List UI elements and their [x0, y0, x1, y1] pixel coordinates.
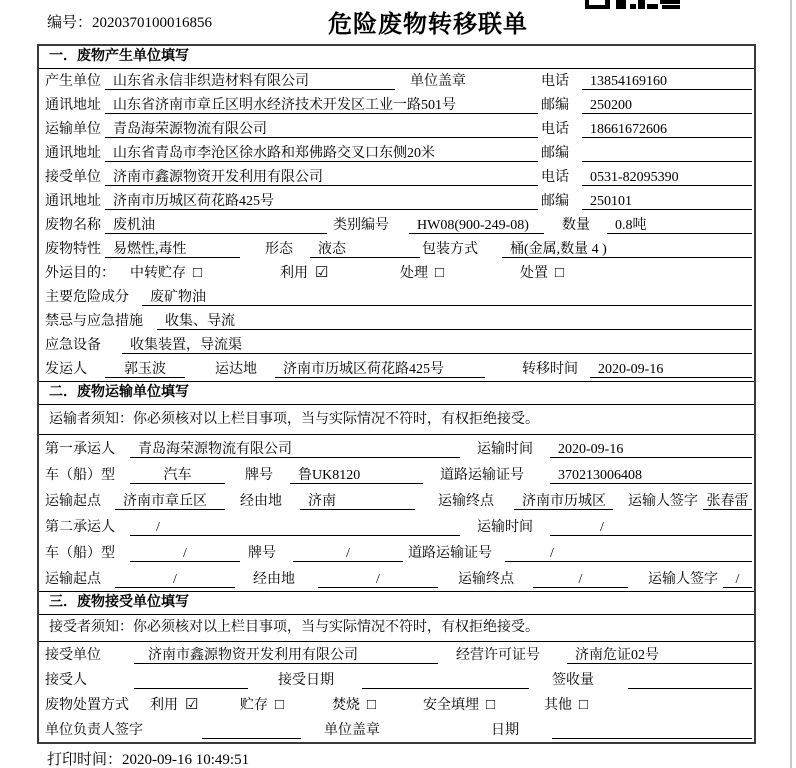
second-carrier-row [39, 513, 754, 539]
phone-label: 电话 [541, 122, 569, 137]
destination-value: 济南市历城区荷花路425号 [275, 361, 485, 378]
option-label: 利用 [150, 698, 178, 713]
form-number-label: 编号： [47, 15, 93, 31]
receiver-person-value [134, 672, 248, 689]
road-permit-label: 道路运输证号 [408, 546, 492, 561]
checkbox-unchecked-icon: □ [555, 265, 565, 281]
form-number [47, 11, 212, 32]
producer-row [39, 69, 754, 93]
option-label: 处理 [400, 266, 428, 281]
dispatcher-value: 郭玉波 [105, 361, 185, 378]
route-via-value: / [318, 571, 438, 588]
transfer-time-label: 转移时间 [522, 362, 578, 377]
disposal-option-landfill [423, 694, 495, 714]
plate-value: / [293, 545, 403, 562]
unit-seal-label: 单位盖章 [410, 74, 466, 89]
plate-label: 牌号 [245, 468, 273, 483]
form-state-label: 形态 [265, 242, 293, 257]
route-row-2 [39, 565, 754, 591]
category-label: 类别编号 [333, 218, 389, 233]
quantity-value: 0.8吨 [607, 217, 752, 234]
vehicle-type-value: / [130, 545, 240, 562]
carrier-sign-label: 运输人签字 [628, 494, 698, 509]
receiver-address-value: 济南市历城区荷花路425号 [105, 193, 538, 210]
disposal-method-row [39, 692, 754, 717]
hazard-row [39, 285, 754, 309]
address-label: 通讯地址 [45, 194, 101, 209]
zip-label: 邮编 [541, 146, 569, 161]
date-label: 日期 [491, 723, 519, 738]
plate-label: 牌号 [248, 546, 276, 561]
transporter-notice: 运输者须知：你必须核对以上栏目事项，当与实际情况不符时，有权拒绝接受。 [39, 405, 754, 435]
phone-label: 电话 [541, 170, 569, 185]
checkbox-unchecked-icon: □ [486, 697, 496, 713]
disposal-option-incinerate [332, 694, 376, 714]
transfer-time-value: 2020-09-16 [590, 361, 752, 378]
form-state-value: 液态 [310, 241, 420, 258]
option-label: 其他 [544, 698, 572, 713]
receiving-unit-label: 接受单位 [45, 648, 101, 663]
route-end-label: 运输终点 [458, 572, 514, 587]
hazard-label: 主要危险成分 [45, 290, 129, 305]
receiver-row [39, 165, 754, 189]
responsible-sign-label: 单位负责人签字 [45, 723, 143, 738]
transporter-address-value: 山东省青岛市李沧区徐水路和郑佛路交叉口东侧20米 [105, 145, 538, 162]
receiver-person-label: 接受人 [45, 673, 87, 688]
receive-date-value [362, 672, 529, 689]
vehicle-type-value: 汽车 [130, 467, 225, 484]
carrier-sign-value: / [723, 571, 752, 588]
vehicle-type-label: 车（船）型 [45, 468, 115, 483]
producer-value: 山东省永信非织造材料有限公司 [105, 73, 395, 90]
vehicle-row-2 [39, 539, 754, 565]
emergency-equipment-label: 应急设备 [45, 338, 101, 353]
checkbox-unchecked-icon: □ [435, 265, 445, 281]
receiver-person-row [39, 667, 754, 692]
receiver-label: 接受单位 [45, 170, 101, 185]
receiver-phone-value: 0531-82095390 [582, 169, 752, 186]
dispatcher-label: 发运人 [45, 362, 87, 377]
dispatch-row [39, 357, 754, 381]
option-label: 中转贮存 [130, 266, 186, 281]
receiving-unit-value: 济南市鑫源物资开发利用有限公司 [134, 647, 438, 664]
emergency-equipment-row [39, 333, 754, 357]
first-carrier-value: 青岛海荣源物流有限公司 [130, 441, 460, 458]
route-start-value: 济南市章丘区 [115, 493, 225, 510]
category-value: HW08(900-249-08) [409, 217, 544, 234]
route-start-label: 运输起点 [45, 572, 101, 587]
destination-label: 运达地 [215, 362, 257, 377]
producer-address-row [39, 93, 754, 117]
purpose-row [39, 261, 754, 285]
receiver-notice: 接受者须知：你必须核对以上栏目事项，当与实际情况不符时，有权拒绝接受。 [39, 615, 754, 642]
purpose-label: 外运目的： [45, 266, 115, 281]
route-end-label: 运输终点 [438, 494, 494, 509]
responsible-sign-row [39, 717, 754, 742]
receiving-unit-row [39, 642, 754, 667]
carrier-sign-label: 运输人签字 [648, 572, 718, 587]
producer-zip-value: 250200 [582, 97, 752, 114]
transporter-address-row [39, 141, 754, 165]
transporter-phone-value: 18661672606 [582, 121, 752, 138]
option-label: 贮存 [240, 698, 268, 713]
receiver-zip-value: 250101 [582, 193, 752, 210]
waste-traits-row [39, 237, 754, 261]
checkbox-unchecked-icon: □ [579, 697, 589, 713]
producer-address-value: 山东省济南市章丘区明水经济技术开发区工业一路501号 [105, 97, 538, 114]
first-carrier-row [39, 435, 754, 461]
page-right-edge [790, 0, 792, 768]
hazard-value: 废矿物油 [142, 289, 752, 306]
vehicle-row-1 [39, 461, 754, 487]
zip-label: 邮编 [541, 98, 569, 113]
transport-time-label: 运输时间 [477, 520, 533, 535]
road-permit-value: 370213006408 [550, 467, 752, 484]
transporter-label: 运输单位 [45, 122, 101, 137]
carrier-sign-value: 张春雷 [703, 493, 752, 510]
option-label: 利用 [280, 266, 308, 281]
disposal-method-label: 废物处置方式 [45, 698, 129, 713]
license-value: 济南危证02号 [567, 647, 752, 664]
vehicle-type-label: 车（船）型 [45, 546, 115, 561]
packing-label: 包装方式 [422, 242, 478, 257]
purpose-option-utilize [280, 262, 328, 282]
traits-label: 废物特性 [45, 242, 101, 257]
checkbox-unchecked-icon: □ [367, 697, 377, 713]
phone-label: 电话 [541, 74, 569, 89]
route-via-label: 经由地 [253, 572, 295, 587]
purpose-option-transfer [130, 262, 202, 282]
print-time-value: 2020-09-16 10:49:51 [122, 752, 250, 768]
transport-time-value: / [550, 519, 752, 536]
option-label: 处置 [520, 266, 548, 281]
license-label: 经营许可证号 [456, 648, 540, 663]
address-label: 通讯地址 [45, 146, 101, 161]
section1-title: 一．废物产生单位填写 [39, 46, 754, 69]
checkbox-checked-icon: ☑ [315, 265, 329, 281]
second-carrier-label: 第二承运人 [45, 520, 115, 535]
received-amount-label: 签收量 [552, 673, 594, 688]
form-number-value: 2020370100016856 [92, 15, 213, 31]
transport-time-label: 运输时间 [477, 442, 533, 457]
receiver-value: 济南市鑫源物资开发利用有限公司 [105, 169, 538, 186]
transporter-value: 青岛海荣源物流有限公司 [105, 121, 538, 138]
disposal-option-other [544, 694, 588, 714]
partial-qr-code-icon [585, 0, 685, 11]
receiver-address-row [39, 189, 754, 213]
disposal-option-store [240, 694, 284, 714]
waste-name-label: 废物名称 [45, 218, 101, 233]
transporter-row [39, 117, 754, 141]
transporter-zip-value [582, 145, 752, 162]
emergency-measures-value: 收集、导流 [157, 313, 752, 330]
plate-value: 鲁UK8120 [290, 467, 423, 484]
traits-value: 易燃性,毒性 [105, 241, 240, 258]
road-permit-value: / [505, 545, 752, 562]
checkbox-unchecked-icon: □ [193, 265, 203, 281]
packing-value: 桶(金属,数量 4 ) [502, 241, 752, 258]
producer-phone-value: 13854169160 [582, 73, 752, 90]
route-end-value: / [533, 571, 628, 588]
route-start-label: 运输起点 [45, 494, 101, 509]
option-label: 焚烧 [332, 698, 360, 713]
print-time [47, 748, 249, 768]
route-via-label: 经由地 [240, 494, 282, 509]
emergency-measures-label: 禁忌与应急措施 [45, 314, 143, 329]
purpose-option-dispose [520, 262, 564, 282]
transport-time-value: 2020-09-16 [550, 441, 752, 458]
producer-label: 产生单位 [45, 74, 101, 89]
purpose-option-treat [400, 262, 444, 282]
receive-date-label: 接受日期 [278, 673, 334, 688]
route-row-1 [39, 487, 754, 513]
transfer-form [37, 44, 756, 744]
checkbox-checked-icon: ☑ [185, 697, 199, 713]
quantity-label: 数量 [562, 218, 590, 233]
print-time-label: 打印时间： [47, 752, 123, 768]
zip-label: 邮编 [541, 194, 569, 209]
route-start-value: / [115, 571, 235, 588]
waste-name-row [39, 213, 754, 237]
address-label: 通讯地址 [45, 98, 101, 113]
section2-title: 二．废物运输单位填写 [39, 381, 754, 405]
page-title: 危险废物转移联单 [328, 12, 528, 38]
first-carrier-label: 第一承运人 [45, 442, 115, 457]
date-value [552, 722, 752, 739]
checkbox-unchecked-icon: □ [275, 697, 285, 713]
route-via-value: 济南 [300, 493, 415, 510]
responsible-sign-value [202, 722, 301, 739]
received-amount-value [628, 672, 752, 689]
second-carrier-value: / [130, 519, 460, 536]
road-permit-label: 道路运输证号 [440, 468, 524, 483]
section3-title: 三．废物接受单位填写 [39, 591, 754, 615]
route-end-value: 济南市历城区 [514, 493, 613, 510]
emergency-equipment-value: 收集装置，导流渠 [122, 337, 752, 354]
disposal-option-utilize [150, 694, 198, 714]
waste-name-value: 废机油 [105, 217, 327, 234]
option-label: 安全填埋 [423, 698, 479, 713]
emergency-measures-row [39, 309, 754, 333]
unit-seal-label: 单位盖章 [324, 723, 380, 738]
